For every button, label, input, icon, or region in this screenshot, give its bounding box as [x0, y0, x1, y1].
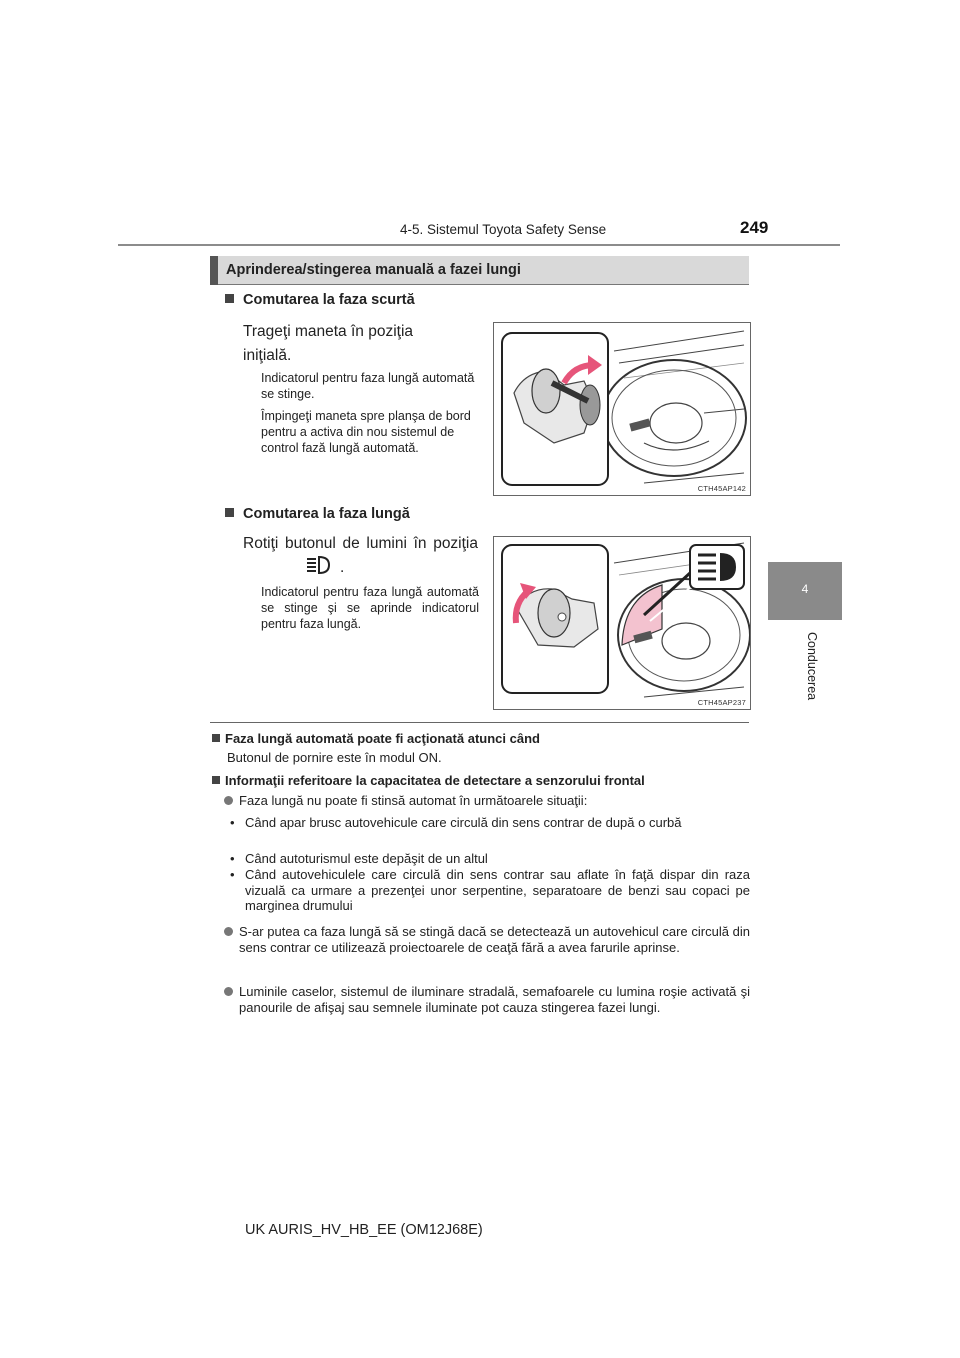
page-number: 249: [740, 218, 769, 237]
low-beam-heading-text: Comutarea la faza scurtă: [243, 292, 415, 308]
round-bullet-icon: [224, 927, 233, 936]
square-bullet-icon: [212, 776, 220, 784]
figure-low-beam: [493, 322, 751, 496]
notes-divider: [210, 722, 749, 723]
bullet-3: [224, 984, 750, 1015]
sub-bullet-2: • Când autoturismul este depăşit de un altul: [230, 851, 750, 867]
round-bullet-icon: [224, 796, 233, 805]
sub-bullet-3: • Când autovehiculele care circulă din sens contrar sau aflate în faţă dispar din raza vizuală ca urmare a prezenţei unor serpentine, separatoare de benzi sau copaci pe marginea drumului: [230, 867, 750, 913]
high-beam-instruction-text: Rotiţi butonul de lumini în poziţia: [243, 535, 478, 552]
header-title: 4-5. Sistemul Toyota Safety Sense: [400, 222, 607, 237]
chapter-number: 4: [801, 582, 809, 596]
high-beam-instruction-line1: [243, 532, 478, 556]
chapter-label: Conducerea: [805, 632, 819, 701]
figure-high-beam-code: CTH45AP237: [697, 698, 746, 707]
note-1-title-text: Faza lungă automată poate fi acţionată atunci când: [225, 731, 540, 746]
sub-bullet-1-text: Când apar brusc autovehicule care circulă din sens contrar de după o curbă: [245, 815, 682, 830]
high-beam-instruction-end: .: [340, 559, 345, 576]
header-divider: [118, 244, 840, 246]
square-bullet-icon: [225, 294, 234, 303]
section-header-marker: [210, 256, 218, 285]
bullet-1: [224, 793, 749, 809]
bullet-2-text: S-ar putea ca faza lungă să se stingă dacă se detectează un autovehicul care circulă din sens contrar ce utilizează proiectoarele de ceaţă fără a avea farurile aprinse.: [239, 924, 750, 955]
note-2-title: [212, 773, 645, 789]
high-beam-heading: [225, 506, 410, 522]
high-beam-note: Indicatorul pentru faza lungă automată se stinge şi se aprinde indicatorul pentru faza lungă.: [261, 585, 479, 631]
square-bullet-icon: [225, 508, 234, 517]
round-bullet-icon: [224, 987, 233, 996]
note-1-title: [212, 731, 540, 747]
sub-bullet-1: • Când apar brusc autovehicule care circulă din sens contrar de după o curbă: [230, 815, 750, 831]
note-1-text: Butonul de pornire este în modul ON.: [227, 750, 442, 765]
low-beam-note-1: Indicatorul pentru faza lungă automată se stinge.: [261, 371, 475, 401]
bullet-3-text: Luminile caselor, sistemul de iluminare stradală, semafoarele cu lumina roşie activată şi panourile de afişaj sau semnele iluminate pot cauza stingerea fazei lungi.: [239, 984, 750, 1015]
low-beam-note-2: Împingeţi maneta spre planşa de bord pentru a activa din nou sistemul de control fază lungă automată.: [261, 409, 471, 455]
note-2-title-text: Informaţii referitoare la capacitatea de detectare a senzorului frontal: [225, 773, 645, 788]
sub-bullet-3-text: Când autovehiculele care circulă din sens contrar sau aflate în faţă dispar din raza vizuală ca urmare a prezenţei unor serpentine, separatoare de benzi sau copaci pe marginea drumului: [245, 867, 750, 913]
low-beam-instruction: Trageţi maneta în poziţia iniţială.: [243, 323, 414, 364]
bullet-2: [224, 924, 750, 955]
low-beam-heading: [225, 292, 415, 308]
steering-lever-pull-illustration: [494, 323, 750, 495]
footer-model-code: UK AURIS_HV_HB_EE (OM12J68E): [245, 1222, 483, 1238]
figure-low-beam-code: CTH45AP142: [697, 484, 746, 493]
high-beam-icon: [305, 555, 333, 575]
bullet-1-text: Faza lungă nu poate fi stinsă automat în următoarele situaţii:: [239, 793, 588, 808]
sub-bullet-2-text: Când autoturismul este depăşit de un altul: [245, 851, 488, 866]
high-beam-heading-text: Comutarea la faza lungă: [243, 506, 410, 522]
square-bullet-icon: [212, 734, 220, 742]
figure-high-beam: [493, 536, 751, 710]
light-knob-rotate-illustration: [494, 537, 750, 709]
section-title: Aprinderea/stingerea manuală a fazei lungi: [226, 262, 521, 278]
